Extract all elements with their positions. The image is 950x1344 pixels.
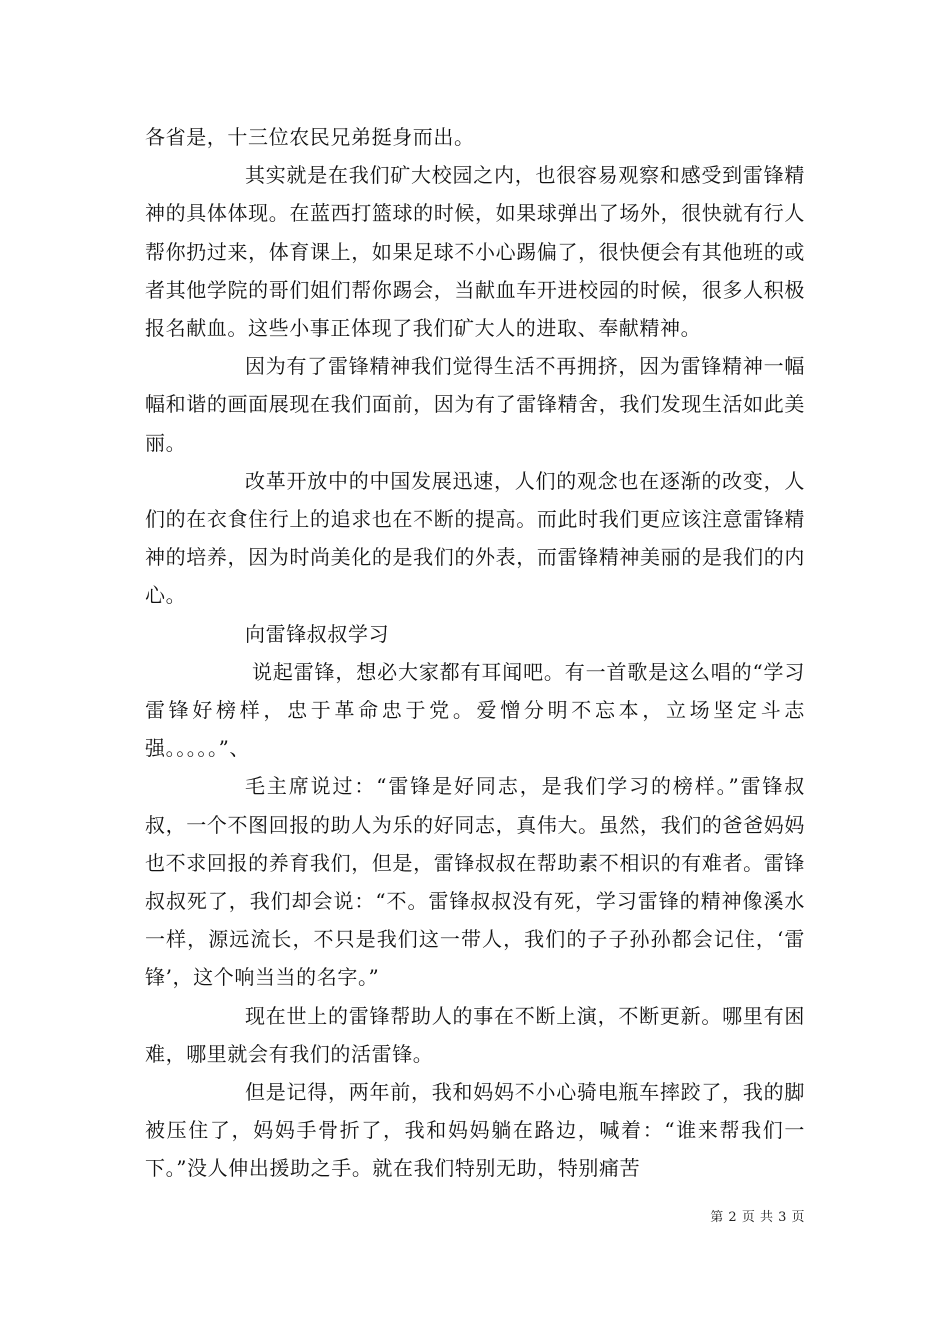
paragraph-reform: 改革开放中的中国发展迅速，人们的观念也在逐渐的改变，人们的在衣食住行上的追求也在不断的提高。而此时我们更应该注意雷锋精神的培养，因为时尚美化的是我们的外表，而雷锋精神美丽的是我们的内心。 (145, 468, 805, 608)
page-number: 第 2 页 共 3 页 (710, 1210, 805, 1225)
paragraph-continuation: 各省是，十三位农民兄弟挺身而出。 (145, 125, 475, 149)
paragraph-harmony: 因为有了雷锋精神我们觉得生活不再拥挤，因为雷锋精神一幅幅和谐的画面展现在我们面前，因为有了雷锋精舍，我们发现生活如此美丽。 (145, 354, 805, 455)
document-body (145, 118, 805, 1188)
section-heading: 向雷锋叔叔学习 (245, 621, 390, 646)
paragraph-song: 说起雷锋，想必大家都有耳闻吧。有一首歌是这么唱的“学习雷锋好榜样，忠于革命忠于党。爱憎分明不忘本，立场坚定斗志强。。。。。”、 (145, 659, 805, 761)
paragraph-chairman-quote: 毛主席说过：“雷锋是好同志，是我们学习的榜样。”雷锋叔叔，一个不图回报的助人为乐的好同志，真伟大。虽然，我们的爸爸妈妈也不求回报的养育我们，但是，雷锋叔叔在帮助素不相识的有难者。雷锋叔叔死了，我们却会说：“不。雷锋叔叔没有死，学习雷锋的精神像溪水一样，源远流长，不只是我们这一带人，我们的子子孙孙都会记住，‘雷锋’，这个响当当的名字。” (145, 774, 805, 990)
paragraph-campus: 其实就是在我们矿大校园之内，也很容易观察和感受到雷锋精神的具体体现。在蓝西打篮球的时候，如果球弹出了场外，很快就有行人帮你扔过来，体育课上，如果足球不小心踢偏了，很快便会有其他班的或者其他学院的哥们姐们帮你踢会，当献血车开进校园的时候，很多人积极报名献血。这些小事正体现了我们矿大人的进取、奉献精神。 (145, 163, 805, 341)
paragraph-modern-leifeng: 现在世上的雷锋帮助人的事在不断上演，不断更新。哪里有困难，哪里就会有我们的活雷锋。 (145, 1003, 805, 1066)
paragraph-accident-story: 但是记得，两年前，我和妈妈不小心骑电瓶车摔跤了，我的脚被压住了，妈妈手骨折了，我和妈妈躺在路边，喊着：“谁来帮我们一下。”没人伸出援助之手。就在我们特别无助，特别痛苦 (145, 1080, 805, 1181)
